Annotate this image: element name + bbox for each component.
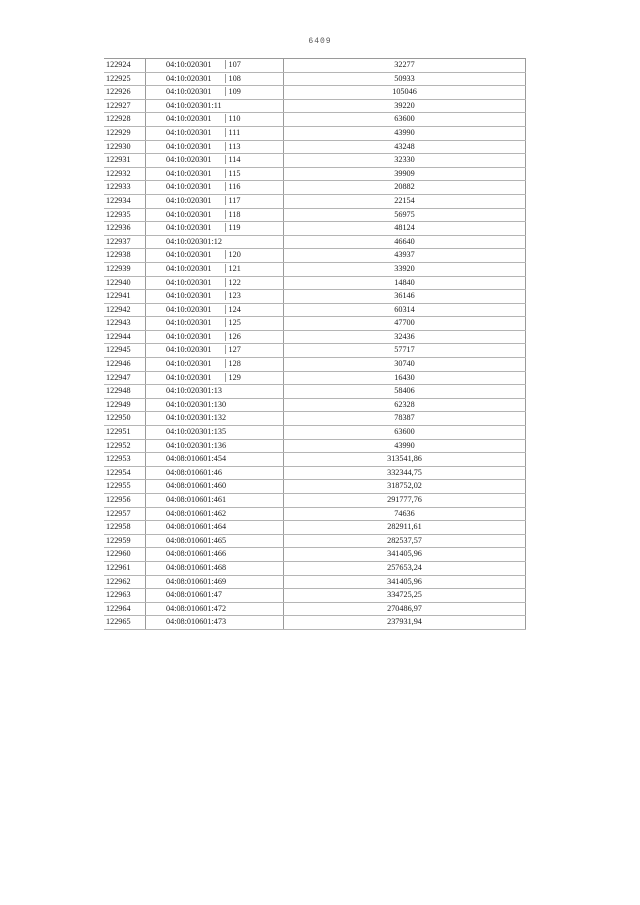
cadastral-code-cell (146, 276, 284, 290)
value-cell: 63600 (284, 113, 526, 127)
table-row (104, 466, 526, 480)
cadastral-code-cell (146, 140, 284, 154)
cadastral-code-cell (146, 494, 284, 508)
cadastral-code-suffix: 128 (225, 359, 241, 368)
value-cell: 46640 (284, 235, 526, 249)
value-cell: 16430 (284, 371, 526, 385)
cadastral-code-suffix: 108 (225, 74, 241, 83)
cadastral-code: 04:10:020301 (166, 372, 212, 382)
cadastral-code-cell (146, 222, 284, 236)
row-id-cell: 122957 (104, 507, 146, 521)
row-id-cell: 122960 (104, 548, 146, 562)
cadastral-code-suffix: 129 (225, 373, 241, 382)
cadastral-code: 04:08:010601:466 (166, 549, 227, 559)
row-id-cell: 122952 (104, 439, 146, 453)
cadastral-code: 04:10:020301 (166, 141, 212, 151)
cadastral-code: 04:10:020301:11 (166, 100, 222, 110)
table-row (104, 561, 526, 575)
table-row (104, 412, 526, 426)
value-cell: 334725,25 (284, 589, 526, 603)
table-row (104, 548, 526, 562)
row-id-cell: 122934 (104, 194, 146, 208)
cadastral-code: 04:08:010601:469 (166, 576, 227, 586)
row-id-cell: 122933 (104, 181, 146, 195)
cadastral-code-cell (146, 113, 284, 127)
cadastral-code: 04:08:010601:472 (166, 603, 227, 613)
page-number: 6409 (308, 37, 332, 46)
cadastral-code-suffix: 117 (225, 196, 241, 205)
row-id-cell: 122931 (104, 154, 146, 168)
cadastral-code-cell (146, 575, 284, 589)
row-id-cell: 122963 (104, 589, 146, 603)
row-id-cell: 122928 (104, 113, 146, 127)
table-row (104, 303, 526, 317)
table-row (104, 534, 526, 548)
row-id-cell: 122932 (104, 167, 146, 181)
value-cell: 39909 (284, 167, 526, 181)
cadastral-code-cell (146, 480, 284, 494)
cadastral-code-cell (146, 616, 284, 630)
cadastral-code: 04:10:020301 (166, 318, 212, 328)
cadastral-code-cell (146, 167, 284, 181)
cadastral-code: 04:10:020301 (166, 331, 212, 341)
row-id-cell: 122927 (104, 99, 146, 113)
value-cell: 33920 (284, 262, 526, 276)
value-cell: 20882 (284, 181, 526, 195)
cadastral-code-suffix: 118 (225, 210, 241, 219)
row-id-cell: 122944 (104, 330, 146, 344)
table-row (104, 589, 526, 603)
table-row (104, 235, 526, 249)
row-id-cell: 122943 (104, 317, 146, 331)
cadastral-code-suffix: 119 (225, 223, 241, 232)
row-id-cell: 122925 (104, 72, 146, 86)
table-row (104, 521, 526, 535)
cadastral-code: 04:10:020301 (166, 345, 212, 355)
value-cell: 313541,86 (284, 453, 526, 467)
table-body (104, 59, 526, 630)
cadastral-code-cell (146, 249, 284, 263)
cadastral-code-cell (146, 521, 284, 535)
row-id-cell: 122946 (104, 358, 146, 372)
row-id-cell: 122956 (104, 494, 146, 508)
cadastral-code-suffix: 107 (225, 60, 241, 69)
row-id-cell: 122965 (104, 616, 146, 630)
value-cell: 43990 (284, 439, 526, 453)
row-id-cell: 122938 (104, 249, 146, 263)
row-id-cell: 122955 (104, 480, 146, 494)
cadastral-code: 04:10:020301:136 (166, 440, 227, 450)
table-row (104, 616, 526, 630)
cadastral-code: 04:08:010601:454 (166, 454, 227, 464)
row-id-cell: 122954 (104, 466, 146, 480)
table-row (104, 222, 526, 236)
cadastral-code: 04:10:020301 (166, 195, 212, 205)
table-row (104, 126, 526, 140)
table-row (104, 602, 526, 616)
value-cell: 43990 (284, 126, 526, 140)
cadastral-code: 04:10:020301 (166, 359, 212, 369)
cadastral-code-cell (146, 317, 284, 331)
cadastral-code-cell (146, 507, 284, 521)
cadastral-code-cell (146, 385, 284, 399)
cadastral-code: 04:10:020301 (166, 291, 212, 301)
value-cell: 47700 (284, 317, 526, 331)
row-id-cell: 122941 (104, 290, 146, 304)
cadastral-code-cell (146, 602, 284, 616)
value-cell: 50933 (284, 72, 526, 86)
row-id-cell: 122926 (104, 86, 146, 100)
cadastral-code-cell (146, 290, 284, 304)
value-cell: 282911,61 (284, 521, 526, 535)
cadastral-code-cell (146, 466, 284, 480)
value-cell: 22154 (284, 194, 526, 208)
value-cell: 341405,96 (284, 548, 526, 562)
cadastral-code: 04:10:020301 (166, 127, 212, 137)
value-cell: 318752,02 (284, 480, 526, 494)
cadastral-code: 04:10:020301 (166, 60, 212, 69)
cadastral-code-suffix: 123 (225, 291, 241, 300)
cadastral-code-suffix: 113 (225, 142, 241, 151)
value-cell: 105046 (284, 86, 526, 100)
cadastral-code-cell (146, 548, 284, 562)
row-id-cell: 122935 (104, 208, 146, 222)
cadastral-code-suffix: 127 (225, 345, 241, 354)
table-row (104, 276, 526, 290)
data-table (104, 58, 526, 630)
table-row (104, 99, 526, 113)
value-cell: 43248 (284, 140, 526, 154)
value-cell: 58406 (284, 385, 526, 399)
row-id-cell: 122958 (104, 521, 146, 535)
cadastral-code-suffix: 122 (225, 278, 241, 287)
table-row (104, 480, 526, 494)
cadastral-code-cell (146, 412, 284, 426)
cadastral-code-suffix: 111 (225, 128, 241, 137)
cadastral-code-cell (146, 208, 284, 222)
cadastral-code: 04:10:020301 (166, 304, 212, 314)
value-cell: 257653,24 (284, 561, 526, 575)
cadastral-code: 04:10:020301 (166, 223, 212, 233)
value-cell: 332344,75 (284, 466, 526, 480)
cadastral-code: 04:10:020301:135 (166, 427, 227, 437)
cadastral-code-cell (146, 589, 284, 603)
cadastral-code-cell (146, 262, 284, 276)
row-id-cell: 122951 (104, 426, 146, 440)
table-row (104, 262, 526, 276)
cadastral-code-cell (146, 303, 284, 317)
cadastral-code: 04:10:020301 (166, 168, 212, 178)
table-row (104, 249, 526, 263)
cadastral-code: 04:10:020301 (166, 155, 212, 165)
value-cell: 62328 (284, 398, 526, 412)
row-id-cell: 122937 (104, 235, 146, 249)
value-cell: 63600 (284, 426, 526, 440)
table-row (104, 358, 526, 372)
cadastral-code-suffix: 110 (225, 114, 241, 123)
table-row (104, 154, 526, 168)
cadastral-code: 04:08:010601:46 (166, 467, 222, 477)
table-row (104, 140, 526, 154)
value-cell: 43937 (284, 249, 526, 263)
cadastral-code-cell (146, 99, 284, 113)
value-cell: 39220 (284, 99, 526, 113)
cadastral-code: 04:08:010601:468 (166, 562, 227, 572)
value-cell: 48124 (284, 222, 526, 236)
row-id-cell: 122950 (104, 412, 146, 426)
table-row (104, 494, 526, 508)
table-row (104, 59, 526, 73)
table-row (104, 113, 526, 127)
cadastral-code-cell (146, 561, 284, 575)
row-id-cell: 122953 (104, 453, 146, 467)
cadastral-code-cell (146, 59, 284, 73)
row-id-cell: 122942 (104, 303, 146, 317)
cadastral-code-suffix: 116 (225, 182, 241, 191)
value-cell: 57717 (284, 344, 526, 358)
value-cell: 341405,96 (284, 575, 526, 589)
cadastral-code-cell (146, 358, 284, 372)
table-row (104, 371, 526, 385)
row-id-cell: 122959 (104, 534, 146, 548)
cadastral-code-suffix: 126 (225, 332, 241, 341)
row-id-cell: 122936 (104, 222, 146, 236)
cadastral-code-cell (146, 439, 284, 453)
cadastral-code: 04:08:010601:47 (166, 590, 222, 600)
cadastral-code-suffix: 114 (225, 155, 241, 164)
cadastral-code-cell (146, 371, 284, 385)
cadastral-code: 04:10:020301 (166, 87, 212, 97)
table-row (104, 575, 526, 589)
cadastral-code-cell (146, 154, 284, 168)
value-cell: 36146 (284, 290, 526, 304)
cadastral-code-cell (146, 344, 284, 358)
cadastral-code: 04:08:010601:461 (166, 495, 227, 504)
cadastral-code: 04:10:020301:12 (166, 236, 222, 246)
cadastral-code: 04:10:020301 (166, 114, 212, 124)
cadastral-code: 04:08:010601:473 (166, 617, 227, 627)
table-row (104, 72, 526, 86)
cadastral-code: 04:10:020301 (166, 182, 212, 192)
value-cell: 32330 (284, 154, 526, 168)
table-row (104, 86, 526, 100)
cadastral-code-suffix: 124 (225, 305, 241, 314)
cadastral-code-cell (146, 398, 284, 412)
cadastral-code-cell (146, 86, 284, 100)
cadastral-code: 04:10:020301 (166, 277, 212, 287)
cadastral-code: 04:10:020301:13 (166, 386, 222, 396)
value-cell: 282537,57 (284, 534, 526, 548)
cadastral-code: 04:08:010601:460 (166, 481, 227, 491)
cadastral-code-cell (146, 235, 284, 249)
cadastral-code: 04:10:020301 (166, 263, 212, 273)
table-row (104, 317, 526, 331)
table-row (104, 208, 526, 222)
value-cell: 30740 (284, 358, 526, 372)
cadastral-code-suffix: 115 (225, 169, 241, 178)
cadastral-code: 04:10:020301:132 (166, 413, 227, 423)
row-id-cell: 122924 (104, 59, 146, 73)
cadastral-code: 04:08:010601:462 (166, 508, 227, 518)
cadastral-code-cell (146, 72, 284, 86)
cadastral-code: 04:08:010601:465 (166, 535, 227, 545)
cadastral-code-cell (146, 194, 284, 208)
value-cell: 14840 (284, 276, 526, 290)
cadastral-code-cell (146, 426, 284, 440)
value-cell: 291777,76 (284, 494, 526, 508)
row-id-cell: 122940 (104, 276, 146, 290)
cadastral-code-suffix: 109 (225, 87, 241, 96)
table-row (104, 194, 526, 208)
table-row (104, 426, 526, 440)
table-row (104, 344, 526, 358)
cadastral-code-cell (146, 534, 284, 548)
table-row (104, 167, 526, 181)
row-id-cell: 122929 (104, 126, 146, 140)
cadastral-code: 04:10:020301 (166, 73, 212, 83)
table-row (104, 398, 526, 412)
cadastral-code-suffix: 120 (225, 250, 241, 259)
value-cell: 78387 (284, 412, 526, 426)
row-id-cell: 122947 (104, 371, 146, 385)
cadastral-code-suffix: 121 (225, 264, 241, 273)
row-id-cell: 122948 (104, 385, 146, 399)
table-row (104, 385, 526, 399)
table-row (104, 507, 526, 521)
value-cell: 270486,97 (284, 602, 526, 616)
cadastral-code-suffix: 125 (225, 318, 241, 327)
row-id-cell: 122962 (104, 575, 146, 589)
row-id-cell: 122961 (104, 561, 146, 575)
value-cell: 60314 (284, 303, 526, 317)
table-row (104, 453, 526, 467)
row-id-cell: 122964 (104, 602, 146, 616)
cadastral-code-cell (146, 181, 284, 195)
row-id-cell: 122939 (104, 262, 146, 276)
row-id-cell: 122930 (104, 140, 146, 154)
value-cell: 74636 (284, 507, 526, 521)
value-cell: 56975 (284, 208, 526, 222)
cadastral-code: 04:10:020301 (166, 250, 212, 260)
cadastral-code-cell (146, 330, 284, 344)
table-row (104, 330, 526, 344)
cadastral-code: 04:08:010601:464 (166, 522, 227, 532)
table-row (104, 290, 526, 304)
cadastral-code-cell (146, 453, 284, 467)
cadastral-code: 04:10:020301:130 (166, 399, 227, 409)
value-cell: 237931,94 (284, 616, 526, 630)
table-row (104, 181, 526, 195)
value-cell: 32436 (284, 330, 526, 344)
row-id-cell: 122945 (104, 344, 146, 358)
table-row (104, 439, 526, 453)
value-cell: 32277 (284, 59, 526, 73)
row-id-cell: 122949 (104, 398, 146, 412)
cadastral-code-cell (146, 126, 284, 140)
cadastral-code: 04:10:020301 (166, 209, 212, 219)
